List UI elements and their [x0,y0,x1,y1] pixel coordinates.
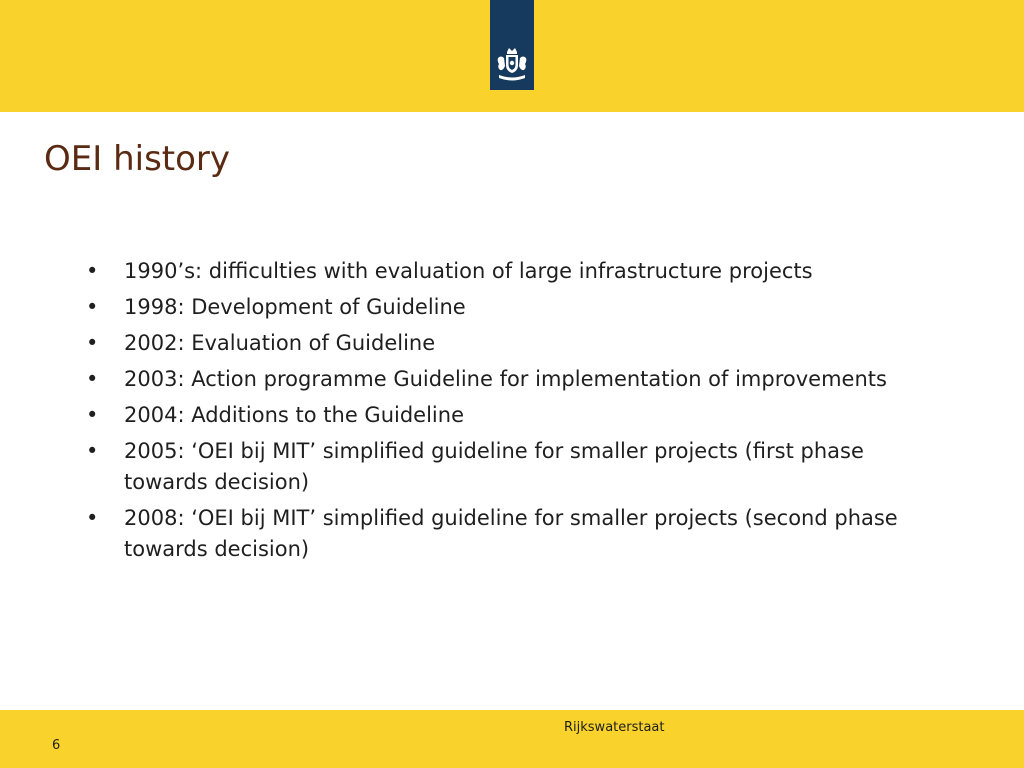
bullet-item [86,328,906,359]
bullet-item [86,503,906,565]
bullet-item [86,436,906,498]
page-number: 6 [52,738,61,753]
bullet-text: 2008: ‘OEI bij MIT’ simplified guideline for smaller projects (second phase towards decision) [124,506,898,561]
bullet-item [86,256,906,287]
bullet-text: 2002: Evaluation of Guideline [124,331,436,355]
bullet-marker: • [86,331,99,355]
organization-name: Rijkswaterstaat [564,720,665,735]
logo-strip [490,0,534,90]
bullet-marker: • [86,403,99,427]
bullet-item [86,364,906,395]
bullet-item [86,400,906,431]
bullet-marker: • [86,367,99,391]
bullet-marker: • [86,259,99,283]
bullet-marker: • [86,295,99,319]
bullet-text: 1998: Development of Guideline [124,295,466,319]
bullet-marker: • [86,506,99,530]
bullet-marker: • [86,439,99,463]
footer-band [0,710,1024,768]
bullet-text: 1990’s: difficulties with evaluation of large infrastructure projects [124,259,813,283]
bullet-list [86,256,906,570]
slide-title: OEI history [44,139,231,179]
coat-of-arms-icon [494,44,530,86]
bullet-text: 2005: ‘OEI bij MIT’ simplified guideline for smaller projects (first phase towards decision) [124,439,864,494]
bullet-text: 2003: Action programme Guideline for implementation of improvements [124,367,887,391]
bullet-item [86,292,906,323]
header-band [0,0,1024,112]
bullet-text: 2004: Additions to the Guideline [124,403,464,427]
